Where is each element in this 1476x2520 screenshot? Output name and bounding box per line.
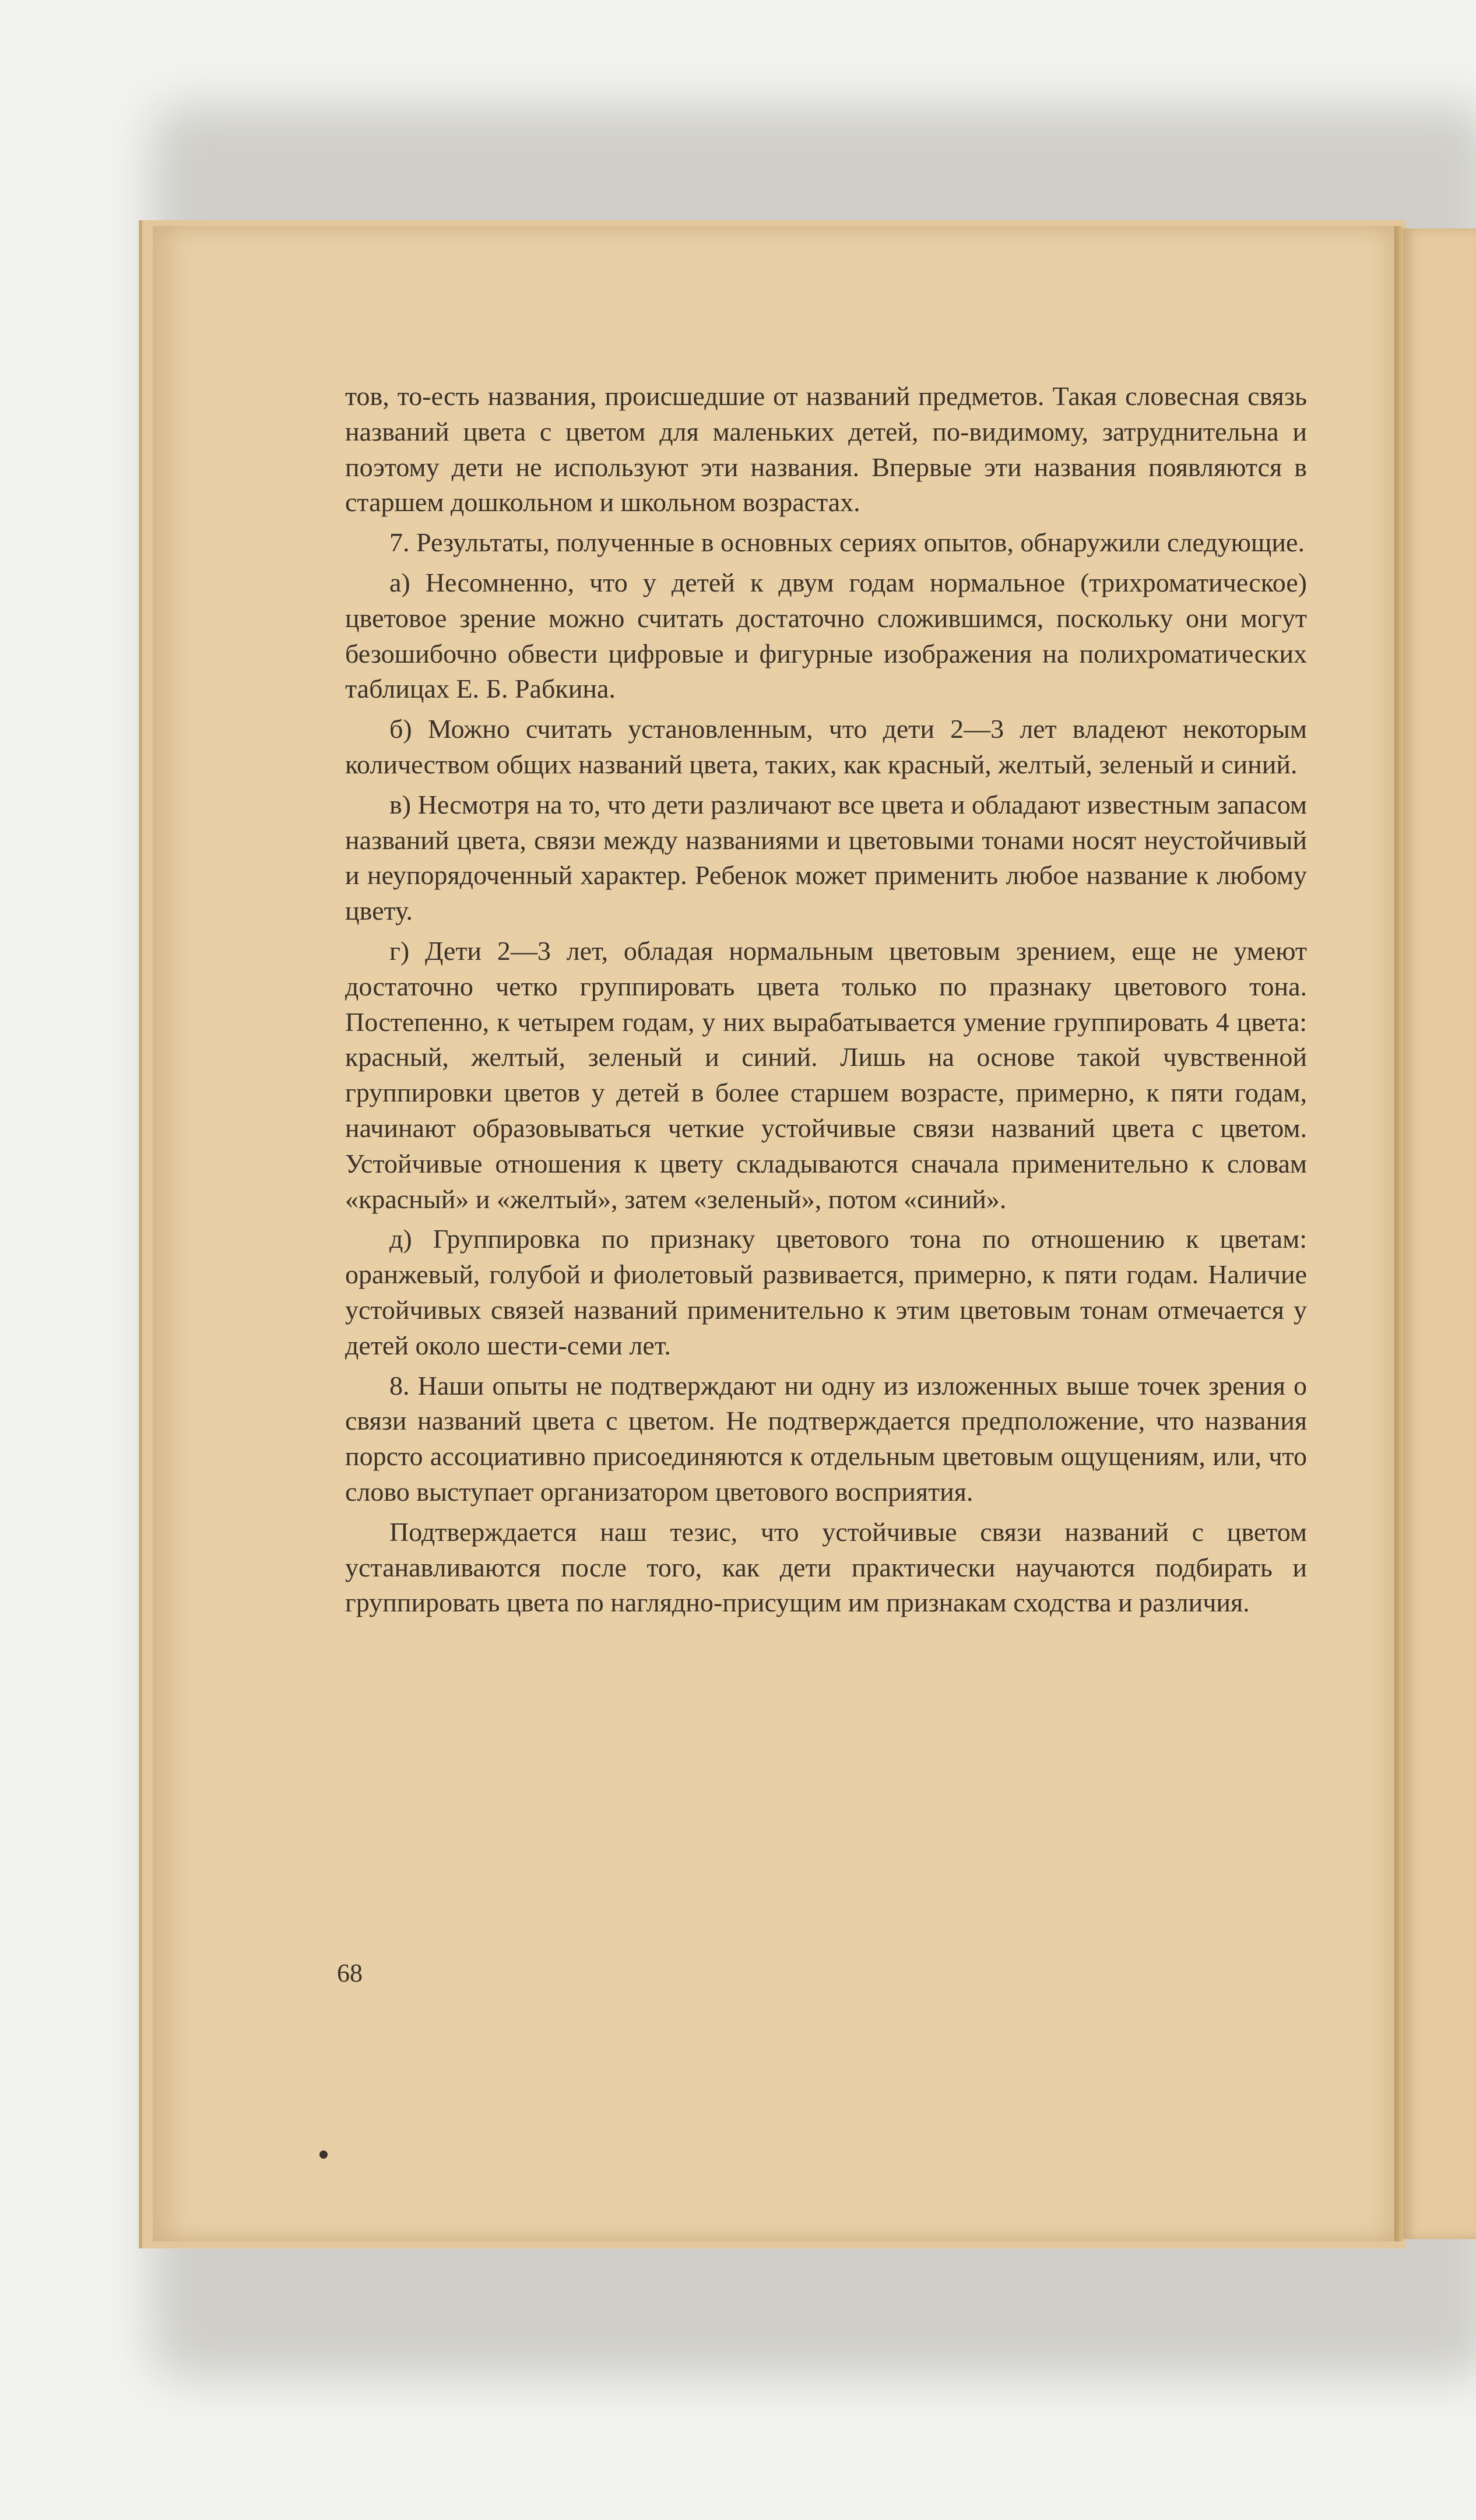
book-gutter bbox=[1394, 226, 1403, 2241]
facing-page-edge bbox=[1403, 228, 1476, 2239]
paragraph: а) Несомненно, что у детей к двум годам нормальное (трихроматическое) цветовое зрение можно считать достаточно сложившимся, поскольку они могут безошибочно обвести цифровые и фигурные изображения на полихроматических таблицах Е. Б. Рабкина. bbox=[345, 567, 1307, 704]
paragraph: г) Дети 2—3 лет, обладая нормальным цветовым зрением, еще не умеют достаточно четко группировать цвета только по празнаку цветового тона. Постепенно, к четырем годам, у них вырабатывается умение группировать 4 цвета: красный, желтый, зеленый и синий. Лишь на основе такой чувственной группировки цветов у детей в более старшем возрасте, примерно, к пяти годам, начинают образовываться четкие устойчивые связи названий цвета с цветом. Устойчивые отношения к цвету складываются сначала применительно к словам «красный» и «желтый», затем «зеленый», потом «синий». bbox=[345, 935, 1307, 1214]
page-number: 68 bbox=[337, 1959, 363, 1987]
paragraph: 7. Результаты, полученные в основных сериях опытов, обнаружили следующие. bbox=[389, 527, 1305, 558]
paragraph: в) Несмотря на то, что дети различают все цвета и обладают известным запасом названий цвета, связи между названиями и цветовыми тонами носят неустойчивый и неупорядоченный характер. Ребенок может применить любое название к любому цвету. bbox=[345, 789, 1307, 926]
paragraph: д) Группировка по признаку цветового тона по отношению к цветам: оранжевый, голубой и фиолетовый развивается, примерно, к пяти годам. Наличие устойчивых связей названий применительно к этим цветовым тонам отмечается у детей около шести-семи лет. bbox=[345, 1224, 1307, 1360]
paragraph: Подтверждается наш тезис, что устойчивые связи названий с цветом устанавливаются после того, как дети практически научаются подбирать и группировать цвета по наглядно-присущим им признакам сходства и различия. bbox=[345, 1516, 1307, 1618]
paragraph: тов, то-есть названия, происшедшие от названий предметов. Такая словесная связь названий цвета с цветом для маленьких детей, по-видимому, затруднительна и поэтому дети не используют эти названия. Впервые эти названия появляются в старшем дошкольном и школьном возрастах. bbox=[345, 381, 1307, 518]
page-text bbox=[345, 379, 1307, 1625]
paragraph: б) Можно считать установленным, что дети 2—3 лет владеют некоторым количеством общих названий цвета, таких, как красный, желтый, зеленый и синий. bbox=[345, 714, 1307, 779]
ink-spot bbox=[319, 2151, 328, 2159]
paragraph: 8. Наши опыты не подтверждают ни одну из изложенных выше точек зрения о связи названий цвета с цветом. Не подтверждается предположение, что названия порсто ассоциативно присоединяются к отдельным цветовым ощущениям, или, что слово выступает организатором цветового восприятия. bbox=[345, 1370, 1307, 1507]
